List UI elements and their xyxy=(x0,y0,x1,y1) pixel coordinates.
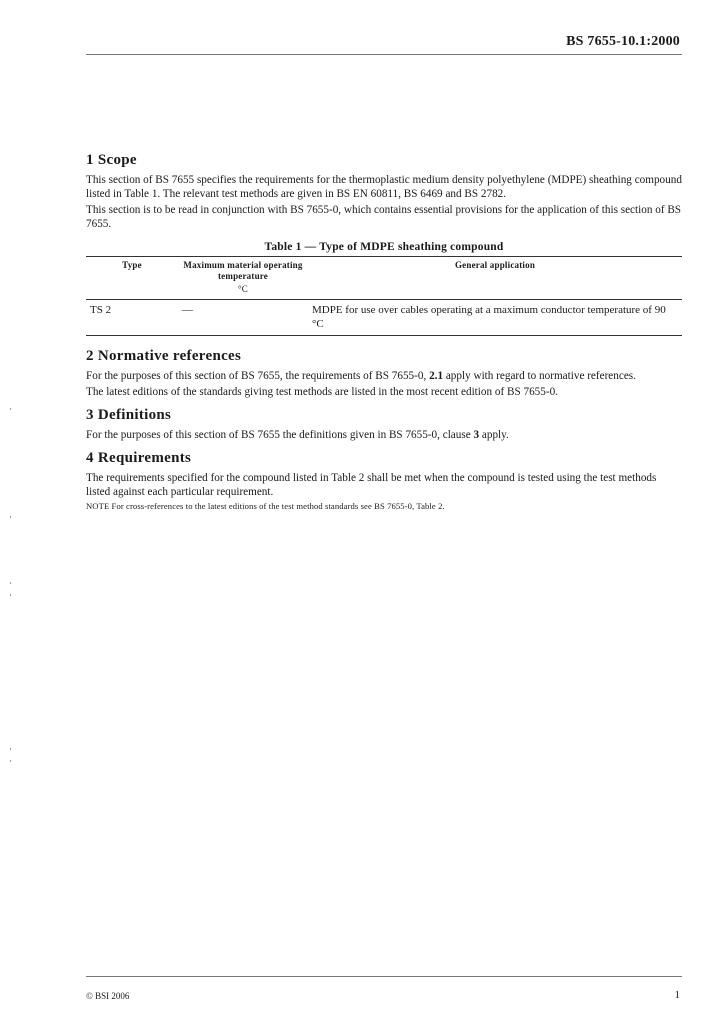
normative-clause-ref: 2.1 xyxy=(429,370,444,382)
header-application xyxy=(308,257,682,300)
copyright-notice: © BSI 2006 xyxy=(86,991,130,1001)
normative-paragraph-1 xyxy=(86,369,682,383)
requirements-heading: 4 Requirements xyxy=(86,450,192,466)
scope-paragraph-1: This section of BS 7655 specifies the requirements for the thermoplastic medium density polyethylene (MDPE) sheathing compound listed in Table 1. The relevant test methods are given in BS EN 60811, BS 6469 and BS 2782. xyxy=(86,174,682,200)
table-1 xyxy=(86,256,682,336)
scan-artifact xyxy=(10,516,11,518)
definitions-clause-ref: 3 xyxy=(473,429,480,441)
scan-artifact xyxy=(10,408,11,410)
header-temperature-unit: °C xyxy=(237,284,248,294)
scan-artifact xyxy=(10,748,11,750)
cell-temperature: — xyxy=(178,300,308,336)
section-normative-references xyxy=(86,348,682,399)
normative-text-a: For the purposes of this section of BS 7655, the requirements of BS 7655-0, xyxy=(86,370,430,382)
cell-application: MDPE for use over cables operating at a maximum conductor temperature of 90 °C xyxy=(308,300,682,336)
header-type-label: Type xyxy=(122,260,142,270)
header-divider xyxy=(86,54,682,55)
table-1-caption: Table 1 — Type of MDPE sheathing compound xyxy=(264,241,504,253)
scan-artifact xyxy=(10,594,11,596)
document-number: BS 7655-10.1:2000 xyxy=(566,34,680,49)
page-content xyxy=(86,152,682,520)
normative-text-c: apply with regard to normative references. xyxy=(443,370,636,382)
header-temperature xyxy=(178,257,308,300)
footer-divider xyxy=(86,976,682,977)
normative-heading: 2 Normative references xyxy=(86,348,242,364)
definitions-text-a: For the purposes of this section of BS 7655 the definitions given in BS 7655-0, clause xyxy=(86,429,474,441)
definitions-text-c: apply. xyxy=(479,429,509,441)
table-header-row xyxy=(86,257,682,300)
definitions-paragraph xyxy=(86,428,682,442)
normative-paragraph-2: The latest editions of the standards giving test methods are listed in the most recent edition of BS 7655-0. xyxy=(86,386,558,398)
section-scope xyxy=(86,152,682,231)
scope-heading: 1 Scope xyxy=(86,152,137,168)
table-row xyxy=(86,300,682,336)
header-application-label: General application xyxy=(454,260,536,270)
scan-artifact xyxy=(10,582,11,584)
page-number: 1 xyxy=(674,989,680,1001)
cell-type: TS 2 xyxy=(86,300,178,336)
section-requirements xyxy=(86,450,682,512)
header-temperature-label: Maximum material operating temperature xyxy=(183,260,303,281)
definitions-heading: 3 Definitions xyxy=(86,407,172,423)
scope-paragraph-2: This section is to be read in conjunction with BS 7655-0, which contains essential provisions for the application of this section of BS 7655. xyxy=(86,204,682,230)
requirements-note: NOTE For cross-references to the latest editions of the test method standards see BS 7655-0, Table 2. xyxy=(86,501,445,511)
scan-artifact xyxy=(10,760,11,762)
header-type xyxy=(86,257,178,300)
section-definitions xyxy=(86,407,682,442)
requirements-paragraph: The requirements specified for the compound listed in Table 2 shall be met when the compound is tested using the test methods listed against each particular requirement. xyxy=(86,472,657,498)
